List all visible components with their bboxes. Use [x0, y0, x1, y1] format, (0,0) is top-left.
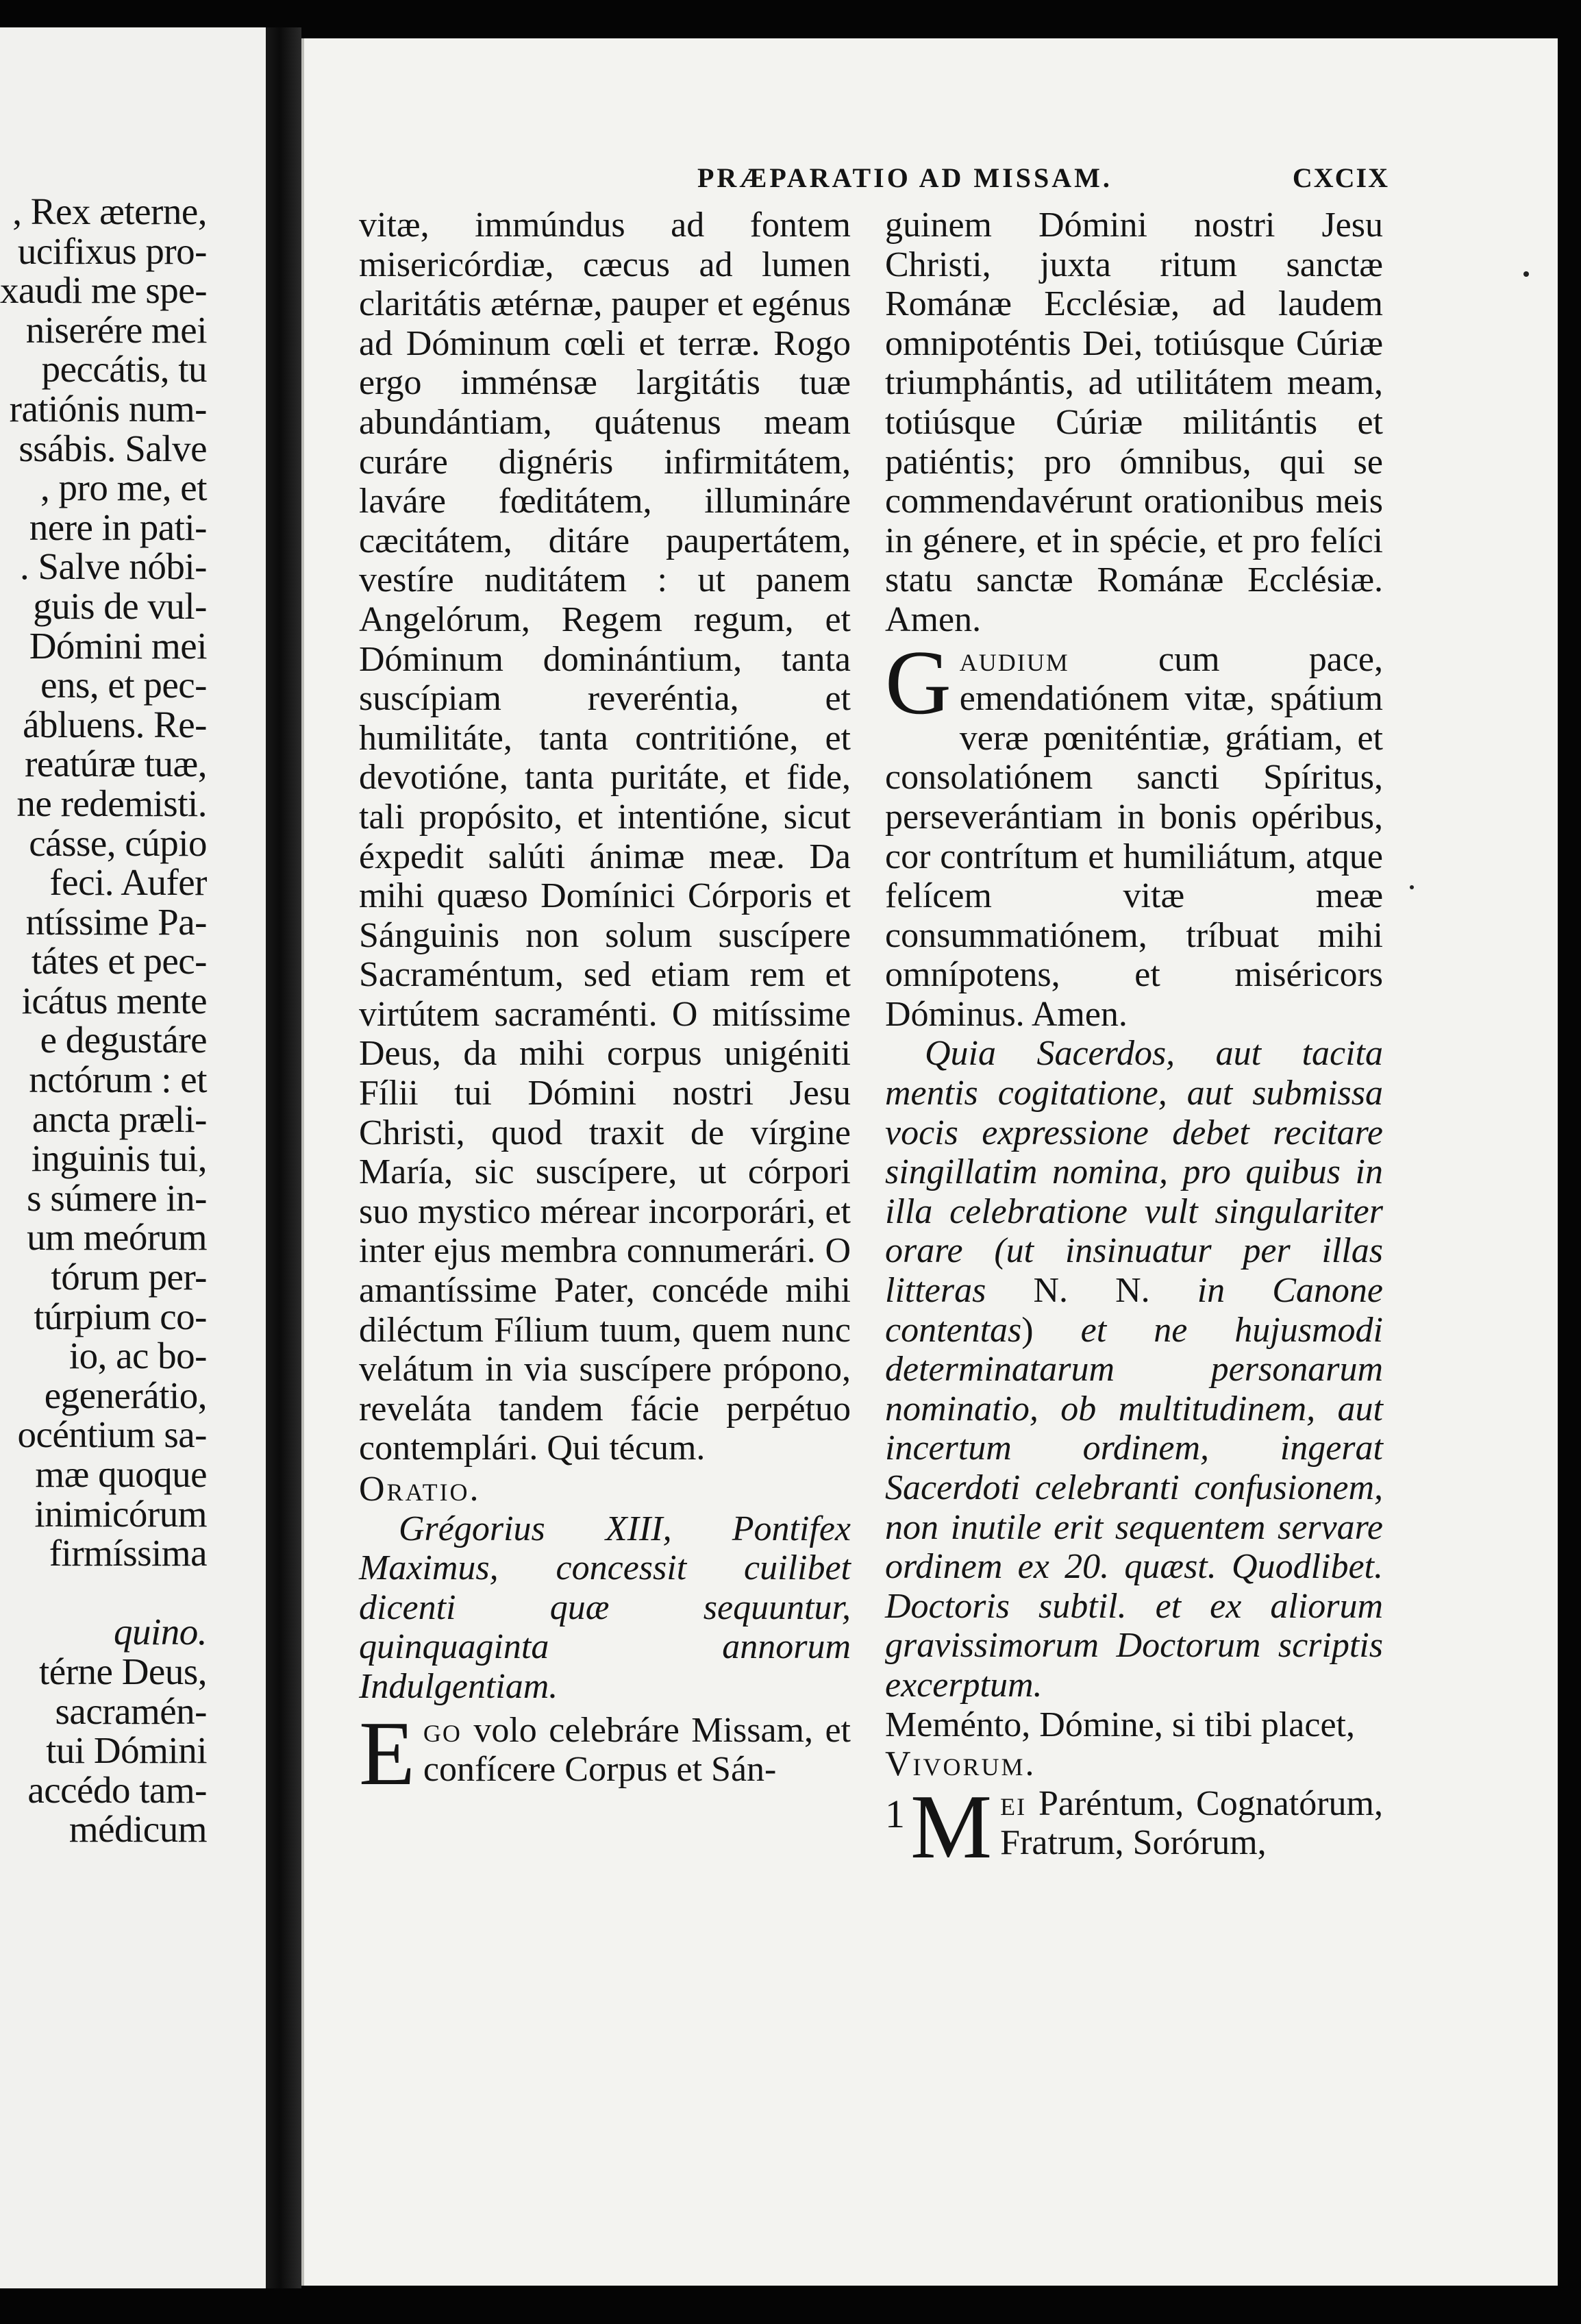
fragment-line: ens, et pec- [40, 664, 207, 706]
left-page-text-fragment [0, 192, 207, 1849]
prayer-text: cum pace, emendatiónem vitæ, spátium veræ pœniténtiæ, grátiam, et consolatiónem sancti Spíritus, perseverántiam in bonis opéribus, cor contrítum et humiliátum, atque felícem vitæ meæ consummatiónem, tríbuat mihi omnípotens, et miséricors Dóminus. Amen. [885, 639, 1383, 1034]
fragment-line: accédo tam- [27, 1768, 207, 1811]
left-page [0, 27, 266, 2288]
right-column [885, 206, 1383, 1877]
prayer-gaudium [885, 631, 1383, 1035]
small-caps-lead: go [423, 1710, 462, 1750]
fragment-line: guis de vul- [33, 584, 207, 627]
fragment-line: océntium sa- [17, 1413, 207, 1456]
fragment-line: túrpium co- [34, 1295, 207, 1337]
fragment-line [0, 1573, 207, 1613]
rubric-nn: N. N. [1033, 1271, 1150, 1311]
fragment-line: e degustáre [40, 1019, 207, 1061]
fragment-line: mæ quoque [35, 1453, 207, 1495]
prayer-ego-volo [359, 1702, 851, 1804]
fragment-line: icátus mente [21, 979, 207, 1022]
rubric-indulgence: Grégorius XIII, Pontifex Maximus, concessit cuilibet dicenti quæ sequuntur, quinquaginta annorum Indulgentiam. [359, 1509, 851, 1706]
fragment-line: reatúræ tuæ, [25, 743, 207, 785]
fragment-line: ssábis. Salve [18, 427, 207, 469]
fragment-line: tátes et pec- [31, 940, 207, 982]
fragment-line: tui Dómini [46, 1729, 207, 1772]
memento-line: Meménto, Dómine, si tibi placet, [885, 1705, 1355, 1744]
prayer-text: volo celebráre Missam, et confícere Corpus et Sán- [423, 1710, 851, 1790]
fragment-line: ntíssime Pa- [25, 900, 207, 943]
list-number: 1 [885, 1791, 905, 1836]
fragment-line: . Salve nóbi- [19, 545, 207, 588]
fragment-line: ne redemisti. [16, 782, 207, 824]
paper-speck [1523, 271, 1529, 277]
rubric-text: Quia Sacerdos, aut tacita mentis cogitatione, aut submissa vocis expressione debet recitare singillatim nomina, pro quibus in illa celebratione vult singulariter orare (ut insinuatur per illas litteras [885, 1034, 1383, 1311]
fragment-line: um meórum [27, 1216, 207, 1259]
prayer-continuation: vitæ, immúndus ad fontem misericórdiæ, cæcus ad lumen claritátis ætérnæ, pauper et egénus ad Dóminum cœli et terræ. Rogo ergo imménsæ largitátis tuæ abundántiam, quátenus meam curáre dignéris infirmitátem, laváre fœditátem, illumináre cæcitátem, ditáre paupertátem, vestíre nuditátem : ut panem Angelórum, Regem regum, et Dóminum dominántium, tanta suscípiam reveréntia, et humilitáte, tanta contritióne, et devotióne, tanta puritáte, et fide, tali propósito, et intentióne, sicut éxpedit salúti ánimæ meæ. Da mihi quæso Domínici Córporis et Sánguinis non solum suscípere Sacraméntum, sed etiam rem et virtútem sacraménti. O mitíssime Deus, da mihi corpus unigéniti Fílii tui Dómini nostri Jesu Christi, quod traxit de vírgine María, sic suscípere, ut córpori suo mystico mérear incorporári, et inter ejus membra connumerári. O amantíssime Pater, concéde mihi diléctum Fílium tuum, quem nunc velátum in via suscípere própono, reveláta tandem fácie perpétuo contemplári. Qui técum. [359, 206, 851, 1468]
fragment-line: egenerátio, [44, 1374, 207, 1416]
fragment-line: ábluens. Re- [23, 703, 207, 745]
fragment-line: quino. [113, 1611, 207, 1653]
fragment-line: inimicórum [34, 1492, 207, 1535]
fragment-line: térne Deus, [39, 1650, 207, 1692]
book-gutter [266, 27, 301, 2288]
fragment-line: tórum per- [51, 1256, 207, 1298]
paper-speck [1410, 885, 1414, 889]
small-caps-lead: ei [1000, 1783, 1027, 1823]
drop-cap-initial: E [359, 1702, 415, 1804]
fragment-line: peccátis, tu [41, 348, 207, 391]
list-text: Paréntum, Cognatórum, Fratrum, Sorórum, [1000, 1783, 1383, 1863]
rubric-text: in Canone contentas [885, 1271, 1383, 1350]
fragment-line: s súmere in- [27, 1176, 207, 1219]
fragment-line: ucifixus pro- [17, 230, 207, 272]
fragment-line: xaudi me spe- [0, 269, 208, 312]
rubric-text: et ne hujusmodi determinatarum personarum nominatio, ob multitudinem, aut incertum ordinem, ingerat Sacerdoti celebranti confusionem, non inutile erit sequentem servare ordinem ex 20. quæst. Quodlibet. Doctoris subtil. et ex aliorum gravissimorum Doctorum scriptis excerptum. [885, 1310, 1383, 1705]
section-heading-vivorum: Vivorum. [885, 1744, 1036, 1784]
fragment-line: nctórum : et [29, 1059, 207, 1101]
fragment-line: sacramén- [55, 1690, 207, 1732]
prayer-continuation-right: guinem Dómini nostri Jesu Christi, juxta ritum sanctæ Románæ Ecclésiæ, ad laudem omnipoténtis Dei, totiúsque Cúriæ triumphántis, ad utilitátem meam, totiúsque Cúriæ militántis et patiéntis; pro ómnibus, qui se commendavérunt orationibus meis in génere, et in spécie, et pro felíci statu sanctæ Románæ Ecclésiæ. Amen. [885, 206, 1383, 639]
fragment-line: inguinis tui, [31, 1137, 207, 1180]
middle-column [359, 206, 851, 1804]
section-heading-oratio: Oratio. [359, 1470, 481, 1509]
list-item-parents [885, 1775, 1383, 1877]
rubric-names [885, 1034, 1383, 1705]
fragment-line: niserére mei [25, 308, 207, 351]
drop-cap-initial: M [910, 1775, 993, 1877]
fragment-line: , Rex æterne, [12, 190, 207, 232]
fragment-line: io, ac bo- [69, 1335, 207, 1377]
fragment-line: ancta præli- [32, 1098, 207, 1140]
page-number: CXCIX [1292, 162, 1389, 193]
fragment-line: nere in pati- [29, 506, 207, 548]
rubric-paren: ) [1021, 1310, 1034, 1350]
fragment-line: feci. Aufer [49, 861, 207, 904]
running-head-title: PRÆPARATIO AD MISSAM. [697, 162, 1112, 193]
fragment-line: médicum [69, 1808, 207, 1851]
fragment-line: cásse, cúpio [29, 821, 207, 864]
small-caps-lead: audium [959, 639, 1069, 679]
fragment-line: ratiónis num- [9, 387, 207, 430]
drop-cap-initial: G [885, 631, 951, 733]
fragment-line: , pro me, et [40, 467, 207, 509]
fragment-line: Dómini mei [29, 624, 207, 667]
fragment-line: firmíssima [49, 1532, 207, 1574]
